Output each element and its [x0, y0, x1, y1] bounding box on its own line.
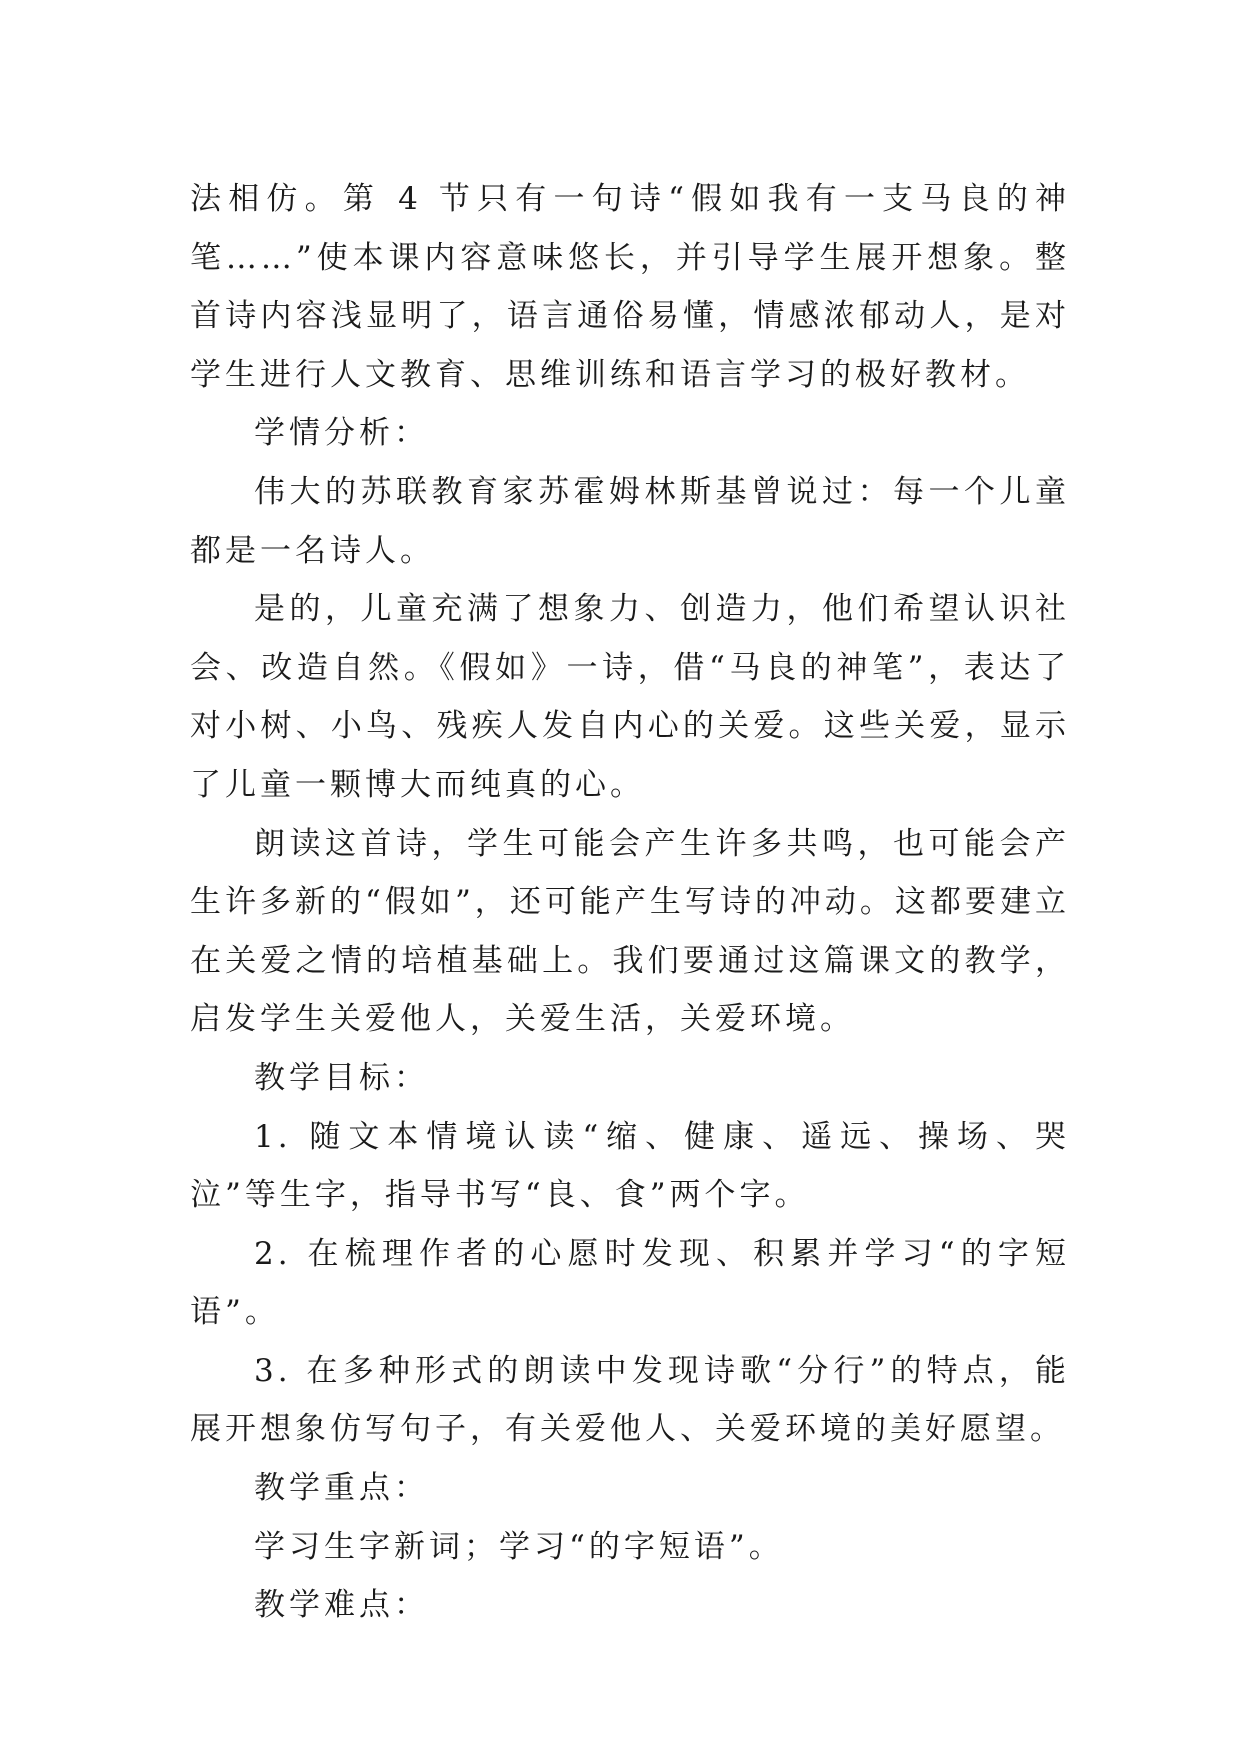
paragraph-intro-continued: 法相仿。第 4 节只有一句诗“假如我有一支马良的神笔……”使本课内容意味悠长，并引导学生展开想象。整首诗内容浅显明了，语言通俗易懂，情感浓郁动人，是对学生进行人文教育、思维训练和语言学习的极好教材。	[190, 181, 1070, 393]
paragraph-analysis-1: 伟大的苏联教育家苏霍姆林斯基曾说过：每一个儿童都是一名诗人。	[190, 473, 1070, 569]
paragraph-analysis-2: 是的，儿童充满了想象力、创造力，他们希望认识社会、改造自然。《假如》一诗，借“马良的神笔”，表达了对小树、小鸟、残疾人发自内心的关爱。这些关爱，显示了儿童一颗博大而纯真的心。	[190, 591, 1070, 803]
document-body	[190, 170, 1070, 1635]
heading-learning-analysis: 学情分析：	[254, 415, 429, 452]
heading-teaching-difficulties: 教学难点：	[254, 1587, 429, 1624]
paragraph-key-1: 学习生字新词；学习“的字短语”。	[254, 1528, 784, 1565]
paragraph-goal-2: 2. 在梳理作者的心愿时发现、积累并学习“的字短语”。	[190, 1235, 1070, 1331]
heading-teaching-goals: 教学目标：	[254, 1059, 429, 1096]
paragraph-goal-1: 1. 随文本情境认读“缩、健康、遥远、操场、哭泣”等生字，指导书写“良、食”两个字。	[190, 1118, 1070, 1214]
heading-teaching-key-points: 教学重点：	[254, 1470, 429, 1507]
paragraph-goal-3: 3. 在多种形式的朗读中发现诗歌“分行”的特点，能展开想象仿写句子，有关爱他人、关爱环境的美好愿望。	[190, 1352, 1070, 1448]
paragraph-analysis-3: 朗读这首诗，学生可能会产生许多共鸣，也可能会产生许多新的“假如”，还可能产生写诗的冲动。这都要建立在关爱之情的培植基础上。我们要通过这篇课文的教学，启发学生关爱他人，关爱生活，关爱环境。	[190, 825, 1070, 1038]
